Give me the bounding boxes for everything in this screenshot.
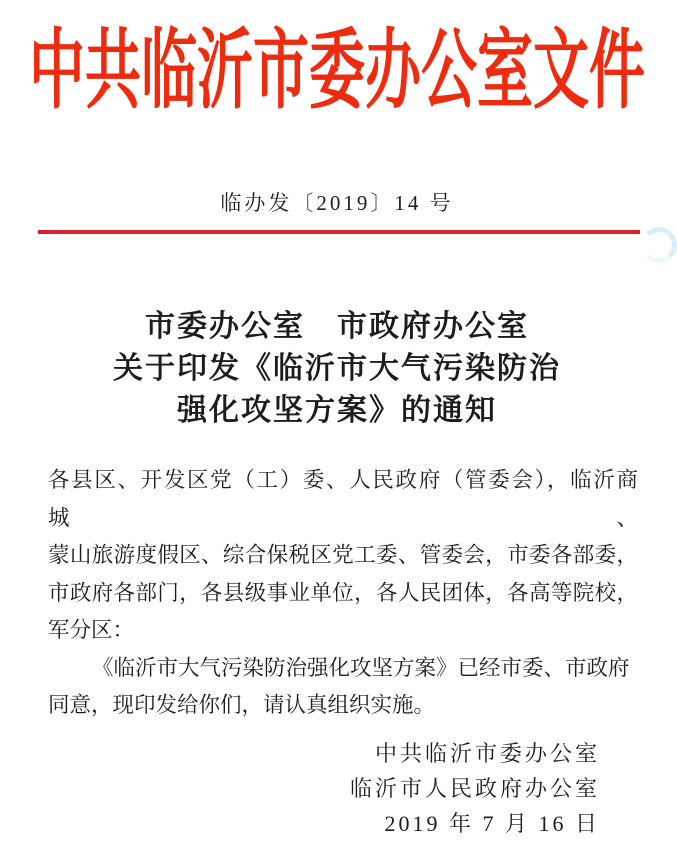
body-line-notice-1: 《临沂市大气污染防治强化攻坚方案》已经市委、市政府: [92, 655, 630, 680]
signature-date: 2019 年 7 月 16 日: [384, 810, 600, 836]
signature-org-1: 中共临沂市委办公室: [374, 740, 600, 766]
notice-title-line-1: 市委办公室 市政府办公室: [145, 310, 529, 343]
body-line-recipients-4: 军分区：: [48, 618, 135, 642]
notice-title: [0, 306, 674, 432]
body-line-recipients-3: 市政府各部门，各县级事业单位，各人民团体，各高等院校，: [48, 580, 638, 605]
faint-stamp-artifact: [641, 227, 677, 263]
body-line-recipients-1: 各县区、开发区党（工）委、人民政府（管委会），临沂商城、: [48, 468, 638, 530]
notice-title-line-2: 关于印发《临沂市大气污染防治: [113, 352, 561, 385]
notice-title-line-3: 强化攻坚方案》的通知: [177, 394, 497, 427]
red-header-title: 中共临沂市委办公室文件: [29, 23, 645, 121]
document-page: [0, 22, 674, 836]
signature-org-2: 临沂市人民政府办公室: [349, 775, 600, 801]
document-number: 临办发〔2019〕14 号: [220, 191, 454, 215]
signature-block: [0, 736, 600, 841]
body-line-recipients-2: 蒙山旅游度假区、综合保税区党工委、管委会，市委各部委，: [48, 543, 638, 567]
red-divider-line: [38, 230, 640, 234]
document-body: [48, 462, 638, 725]
body-line-notice-2: 同意，现印发给你们，请认真组织实施。: [48, 693, 436, 717]
